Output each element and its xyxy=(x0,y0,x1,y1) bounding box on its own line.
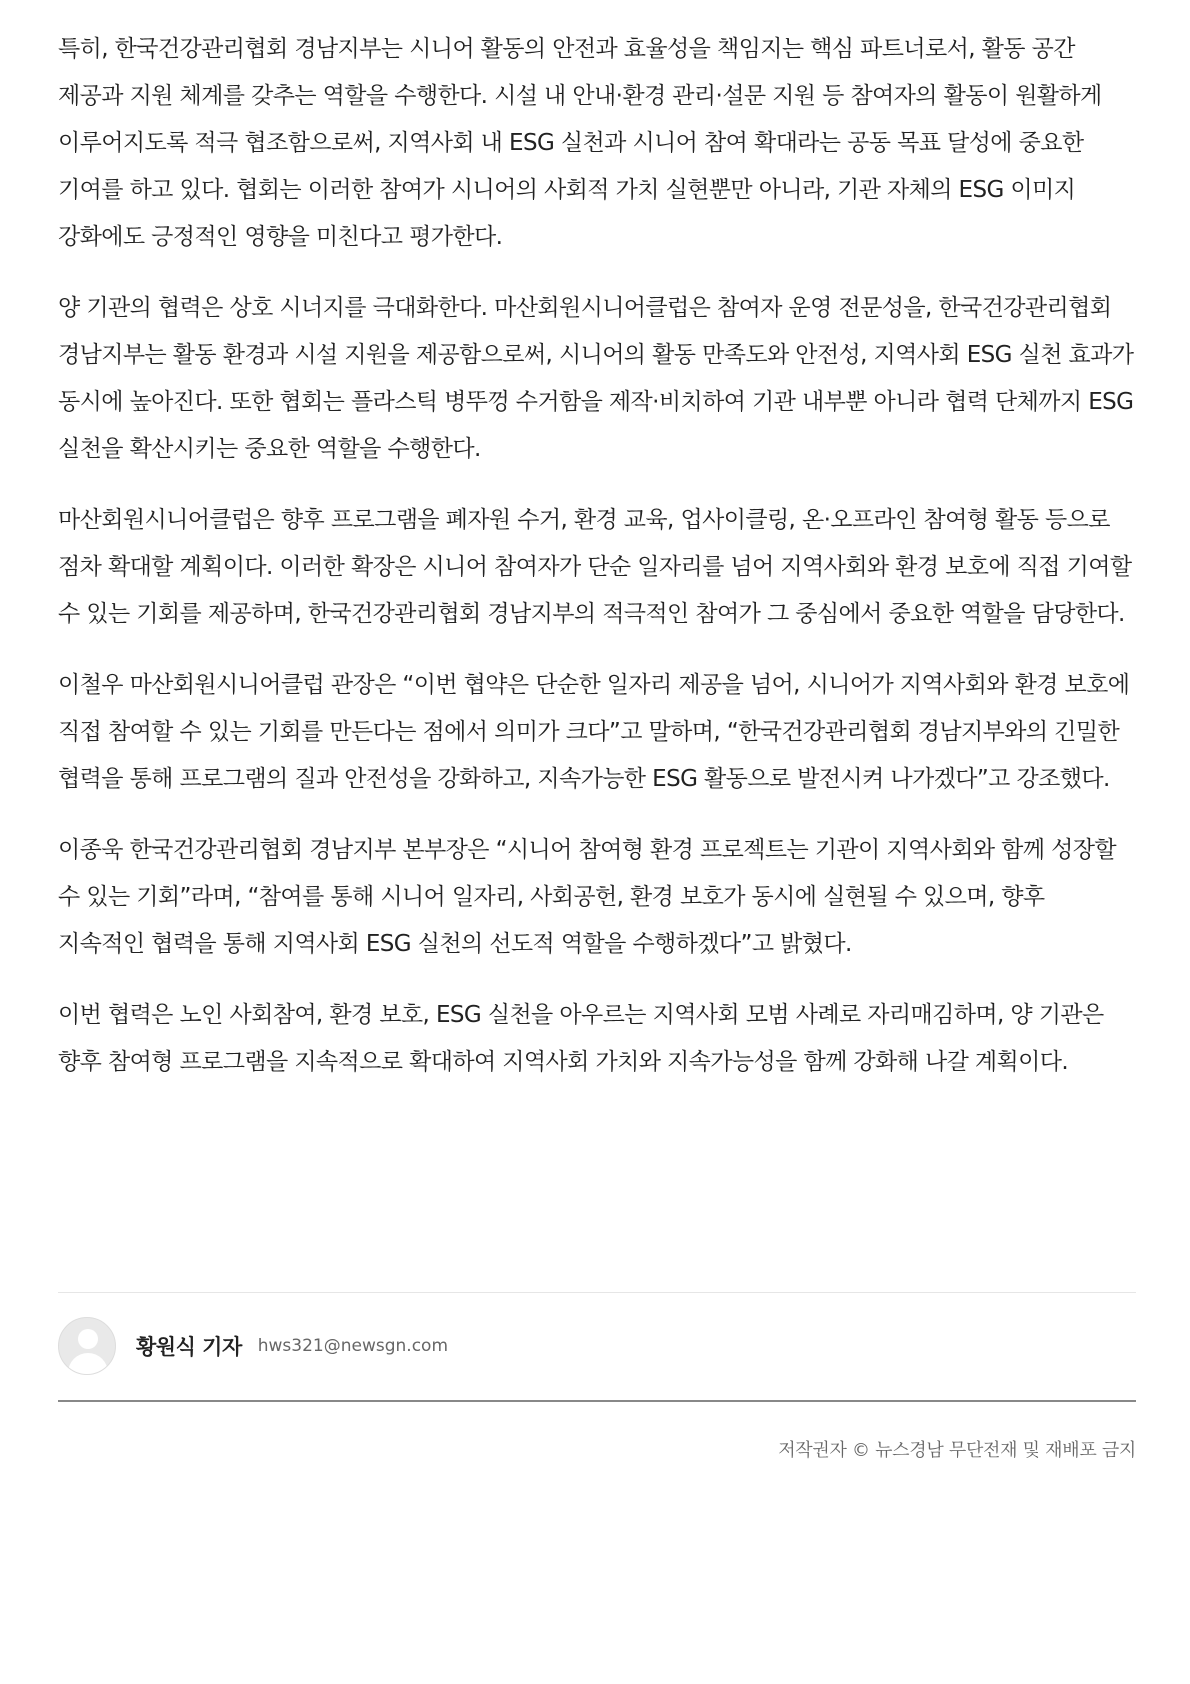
article-paragraph: 이종욱 한국건강관리협회 경남지부 본부장은 “시니어 참여형 환경 프로젝트는 기관이 지역사회와 함께 성장할 수 있는 기회”라며, “참여를 통해 시니어 일자리, 사회공헌, 환경 보호가 동시에 실현될 수 있으며, 향후 지속적인 협력을 통해 지역사회 ESG 실천의 선도적 역할을 수행하겠다”고 밝혔다. xyxy=(58,837,1116,957)
article-body xyxy=(58,26,1136,1110)
avatar-head-shape xyxy=(78,1329,98,1349)
byline-divider xyxy=(58,1292,1136,1293)
default-user-avatar-icon xyxy=(58,1317,116,1375)
reporter-name[interactable]: 황원식 기자 xyxy=(136,1335,242,1359)
article-paragraph: 마산회원시니어클럽은 향후 프로그램을 폐자원 수거, 환경 교육, 업사이클링, 온·오프라인 참여형 활동 등으로 점차 확대할 계획이다. 이러한 확장은 시니어 참여자가 단순 일자리를 넘어 지역사회와 환경 보호에 직접 기여할 수 있는 기회를 제공하며, 한국건강관리협회 경남지부의 적극적인 참여가 그 중심에서 중요한 역할을 담당한다. xyxy=(58,507,1132,627)
article-paragraph: 양 기관의 협력은 상호 시너지를 극대화한다. 마산회원시니어클럽은 참여자 운영 전문성을, 한국건강관리협회 경남지부는 활동 환경과 시설 지원을 제공함으로써, 시니어의 활동 만족도와 안전성, 지역사회 ESG 실천 효과가 동시에 높아진다. 또한 협회는 플라스틱 병뚜껑 수거함을 제작·비치하여 기관 내부뿐 아니라 협력 단체까지 ESG 실천을 확산시키는 중요한 역할을 수행한다. xyxy=(58,295,1134,462)
reporter-byline xyxy=(58,1316,448,1376)
article-paragraph: 특히, 한국건강관리협회 경남지부는 시니어 활동의 안전과 효율성을 책임지는 핵심 파트너로서, 활동 공간 제공과 지원 체계를 갖추는 역할을 수행한다. 시설 내 안내·환경 관리·설문 지원 등 참여자의 활동이 원활하게 이루어지도록 적극 협조함으로써, 지역사회 내 ESG 실천과 시니어 참여 확대라는 공동 목표 달성에 중요한 기여를 하고 있다. 협회는 이러한 참여가 시니어의 사회적 가치 실현뿐만 아니라, 기관 자체의 ESG 이미지 강화에도 긍정적인 영향을 미친다고 평가한다. xyxy=(58,36,1102,250)
reporter-email[interactable]: hws321@newsgn.com xyxy=(257,1336,449,1356)
article-paragraph: 이철우 마산회원시니어클럽 관장은 “이번 협약은 단순한 일자리 제공을 넘어, 시니어가 지역사회와 환경 보호에 직접 참여할 수 있는 기회를 만든다는 점에서 의미가 크다”고 말하며, “한국건강관리협회 경남지부와의 긴밀한 협력을 통해 프로그램의 질과 안전성을 강화하고, 지속가능한 ESG 활동으로 발전시켜 나가겠다”고 강조했다. xyxy=(58,672,1130,792)
footer-divider xyxy=(58,1400,1136,1402)
avatar-shoulders-shape xyxy=(68,1353,108,1375)
article-paragraph: 이번 협력은 노인 사회참여, 환경 보호, ESG 실천을 아우르는 지역사회 모범 사례로 자리매김하며, 양 기관은 향후 참여형 프로그램을 지속적으로 확대하여 지역사회 가치와 지속가능성을 함께 강화해 나갈 계획이다. xyxy=(58,1002,1104,1075)
copyright-notice: 저작권자 © 뉴스경남 무단전재 및 재배포 금지 xyxy=(778,1440,1136,1461)
